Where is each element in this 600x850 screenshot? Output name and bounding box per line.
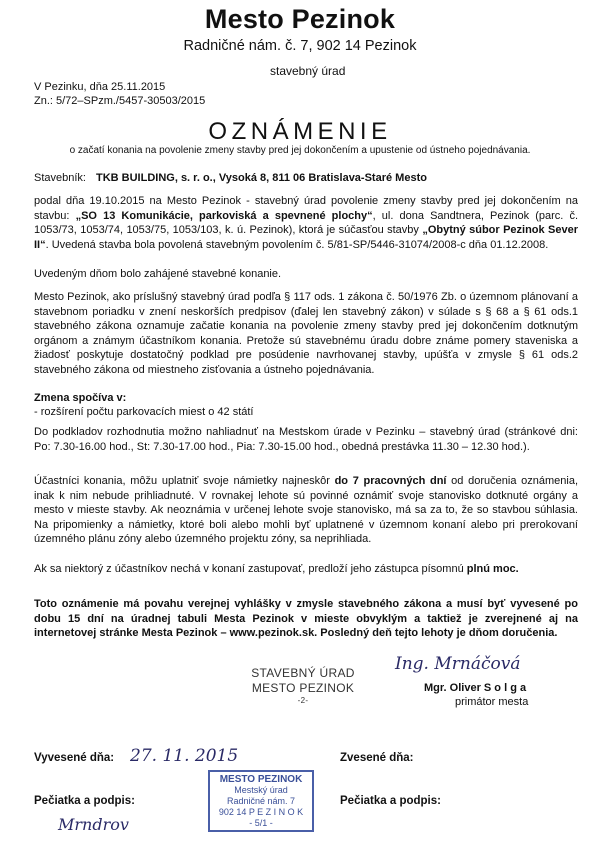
posted-date-label: Vyvesené dňa:	[34, 752, 115, 764]
file-number: Zn.: 5/72–SPzm./5457-30503/2015	[34, 95, 206, 107]
place-date: V Pezinku, dňa 25.11.2015	[34, 81, 166, 93]
stamp-sign-label-left: Pečiatka a podpis:	[34, 795, 135, 807]
p7-text-a: Ak sa niektorý z účastníkov nechá v konaní zastupovať, predloží jeho zástupca písomnú	[34, 563, 467, 575]
official-stamp-line-4: 902 14 P E Z I N O K	[218, 807, 304, 817]
office-name: stavebný úrad	[270, 64, 346, 78]
official-stamp-line-1: MESTO PEZINOK	[219, 774, 303, 785]
p1-text-a: podal dňa 19.10.2015 na Mesto Pezinok - stavebný úrad povolenie zmeny stavby pred jej dokončením na stavbu:	[34, 195, 578, 222]
p7-power-of-attorney: plnú moc.	[466, 563, 519, 575]
paragraph-started: Uvedeným dňom bolo zahájené stavebné konanie.	[34, 268, 282, 280]
paragraph-objections	[34, 474, 578, 547]
footer-handwritten-signature: Mrndrov	[58, 815, 129, 834]
city-address: Radničné nám. č. 7, 902 14 Pezinok	[183, 38, 417, 54]
builder-label: Stavebník:	[34, 172, 86, 184]
p6-deadline: do 7 pracovných dní	[334, 475, 447, 487]
signatory-role: primátor mesta	[455, 696, 529, 708]
removed-date-label: Zvesené dňa:	[340, 752, 414, 764]
building-office-stamp	[238, 666, 368, 706]
notice-heading: OZNÁMENIE	[208, 118, 392, 145]
p1-complex-name: „Obytný súbor Pezinok Sever II“	[34, 224, 579, 251]
official-city-stamp	[208, 770, 314, 832]
p6-text-c: od doručenia oznámenia, inak k nim nebude prihliadnuté. V rovnakej lehote sú povinné oznámiť svoje stanovisko dotknuté orgány a mesto v mieste stavby. Ak neoznámia v určenej lehote svoje stanovisko, má sa za to, že so stavbou súhlasia. Na pripomienky a námietky, ktoré boli alebo mohli byť uplatnené v územnom konaní alebo pri prerokovaní územného plánu zóny alebo územného projektu zóny, sa neprihliada.	[34, 475, 579, 546]
paragraph-application	[34, 194, 578, 252]
city-title: Mesto Pezinok	[204, 4, 396, 34]
change-item: - rozšírení počtu parkovacích miest o 42 státí	[34, 406, 254, 418]
posted-date-value: 27. 11. 2015	[130, 746, 239, 766]
stamp-sign-label-right: Pečiatka a podpis:	[340, 795, 441, 807]
p6-text-a: Účastníci konania, môžu uplatniť svoje námietky najneskôr	[34, 475, 335, 487]
stamp-line-2: MESTO PEZINOK	[251, 681, 355, 695]
stamp-line-3: -2-	[297, 696, 309, 705]
paragraph-public-notice: Toto oznámenie má povahu verejnej vyhlášky v zmysle stavebného zákona a musí byť vyvesené po dobu 15 dní na úradnej tabuli Mesta Pezinok v mieste obvyklým a taktiež je zverejnené aj na internetovej stránke Mesta Pezinok – www.pezinok.sk. Posledný deň tejto lehoty je dňom doručenia.	[34, 598, 578, 640]
stamp-line-1: STAVEBNÝ ÚRAD	[251, 666, 355, 680]
notice-subheading: o začatí konania na povolenie zmeny stavby pred jej dokončením a upustenie od ústneho pojednávania.	[69, 145, 531, 156]
signatory-name: Mgr. Oliver S o l g a	[424, 682, 527, 694]
change-title: Zmena spočíva v:	[34, 392, 127, 404]
official-stamp-line-3: Radničné nám. 7	[226, 796, 296, 806]
handwritten-signature: Ing. Mrnáčová	[395, 654, 521, 674]
paragraph-legal-basis: Mesto Pezinok, ako príslušný stavebný úrad podľa § 117 ods. 1 zákona č. 50/1976 Zb. o územnom plánovaní a stavebnom poriadku v znení neskorších predpisov (ďalej len stavebný zákon) v súlade s § 68 a § 61 ods.1 stavebného zákona oznamuje začatie konania na povolenie zmeny stavby pred jej dokončením dotknutým orgánom a známym účastníkom konania. Pretože sú stavebnému úradu dobre známe pomery staveniska a žiadosť poskytuje dostatočný podklad pre posúdenie navrhovanej stavby, upúšťa v zmysle § 61 ods.2 stavebného zákona od miestneho zisťovania a ústneho pojednávania.	[34, 291, 578, 376]
official-stamp-line-2: Mestský úrad	[234, 785, 288, 795]
paragraph-inspection: Do podkladov rozhodnutia možno nahliadnuť na Mestskom úrade v Pezinku – stavebný úrad (stránkové dni: Po: 7.30-16.00 hod., St: 7.30-17.00 hod., Pia: 7.30-15.00 hod., obedná prestávka 11.30 – 12.30 hod.).	[34, 426, 578, 453]
builder-value: TKB BUILDING, s. r. o., Vysoká 8, 811 06 Bratislava-Staré Mesto	[96, 172, 427, 184]
p1-text-c: , ul. dona Sandtnera, Pezinok (parc. č. 1053/73, 1053/74, 1053/75, 1053/103, k. ú. Pezinok), ktorá je súčasťou stavby	[34, 209, 579, 237]
paragraph-representation	[34, 562, 578, 577]
p1-text-e: . Uvedená stavba bola povolená stavebným povolením č. 5/81-SP/5446-31074/2008-c dňa 01.12.2008.	[45, 238, 549, 251]
official-stamp-line-5: - 5/1 -	[249, 818, 273, 828]
p1-project-name: „SO 13 Komunikácie, parkoviská a spevnené plochy“	[75, 209, 373, 222]
